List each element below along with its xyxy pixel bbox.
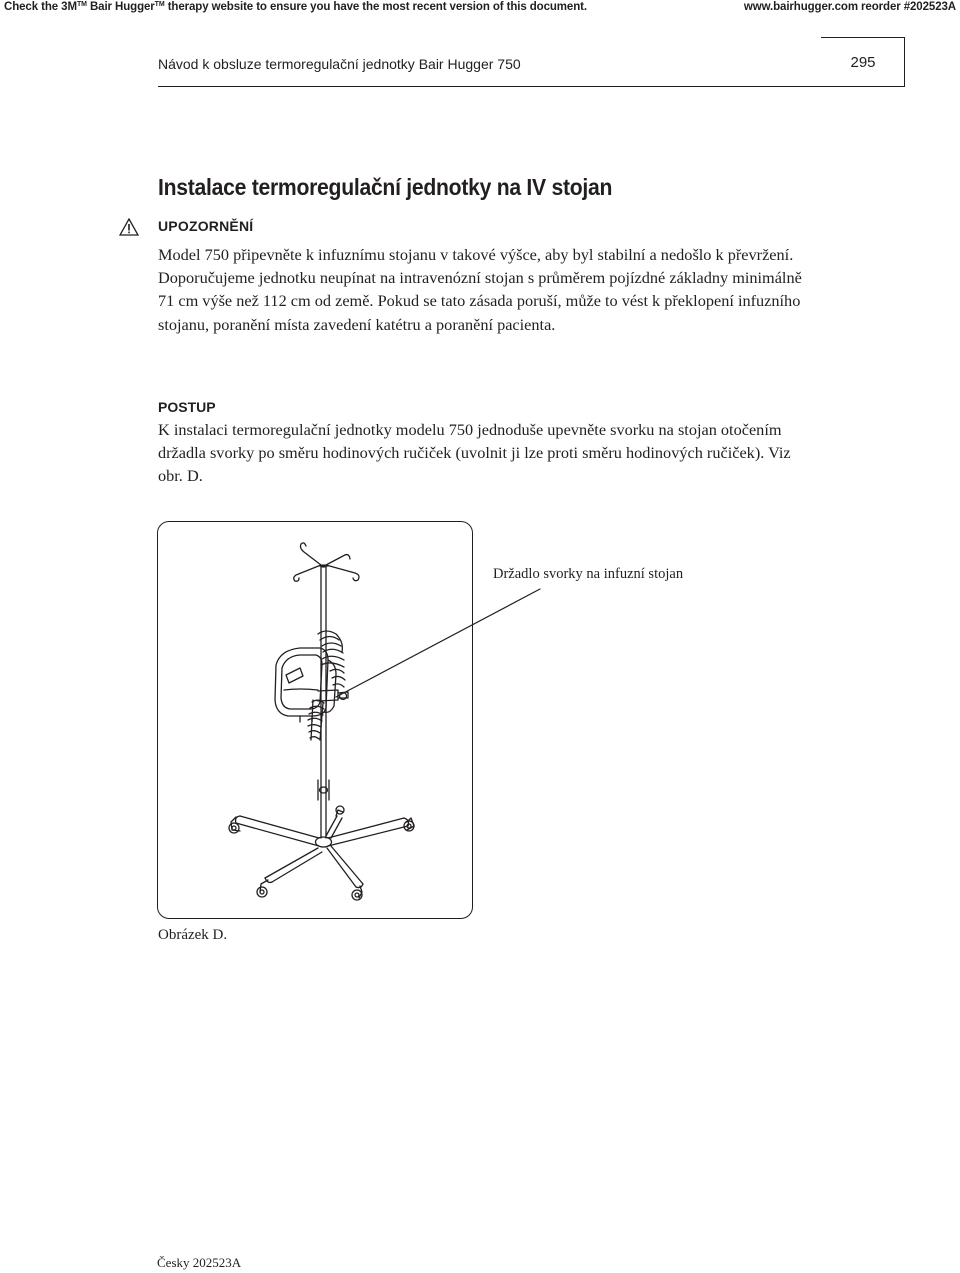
header-rule: [158, 86, 905, 87]
clamp-handle-callout: Držadlo svorky na infuzní stojan: [493, 566, 684, 582]
document-title: Návod k obsluze termoregulační jednotky Bair Hugger 750: [158, 56, 521, 72]
warning-heading: UPOZORNĚNÍ: [158, 218, 254, 234]
page-footer: Česky 202523A: [157, 1255, 242, 1270]
section-title: Instalace termoregulační jednotky na IV stojan: [158, 174, 613, 200]
warning-text: Model 750 připevněte k infuznímu stojanu v takové výšce, aby byl stabilní a nedošlo k převržení. Doporučujeme jednotku neupínat na intravenózní stojan s průměrem pojízdné základny minimálně 71 cm výše než 112 cm od země. Pokud se tato zásada poruší, může to vést k překlopení infuzního stojanu, poranění místa zavedení katétru a poranění pacienta.: [158, 245, 802, 334]
version-notice: Check the 3M™ Bair Hugger™ therapy website to ensure you have the most recent version of this document.: [4, 1, 587, 13]
warning-triangle-icon: [119, 218, 139, 236]
top-notice-bar: [0, 0, 960, 16]
figure-frame: [157, 521, 473, 919]
page-number: 295: [850, 54, 876, 71]
procedure-text: K instalaci termoregulační jednotky modelu 750 jednoduše upevněte svorku na stojan otočením držadla svorky po směru hodinových ručiček (uvolnit ji lze proti směru hodinových ručiček). Viz obr. D.: [158, 420, 791, 486]
figure-caption: Obrázek D.: [158, 927, 228, 943]
procedure-heading: POSTUP: [158, 399, 216, 415]
reorder-url[interactable]: www.bairhugger.com reorder #202523A: [743, 1, 956, 13]
